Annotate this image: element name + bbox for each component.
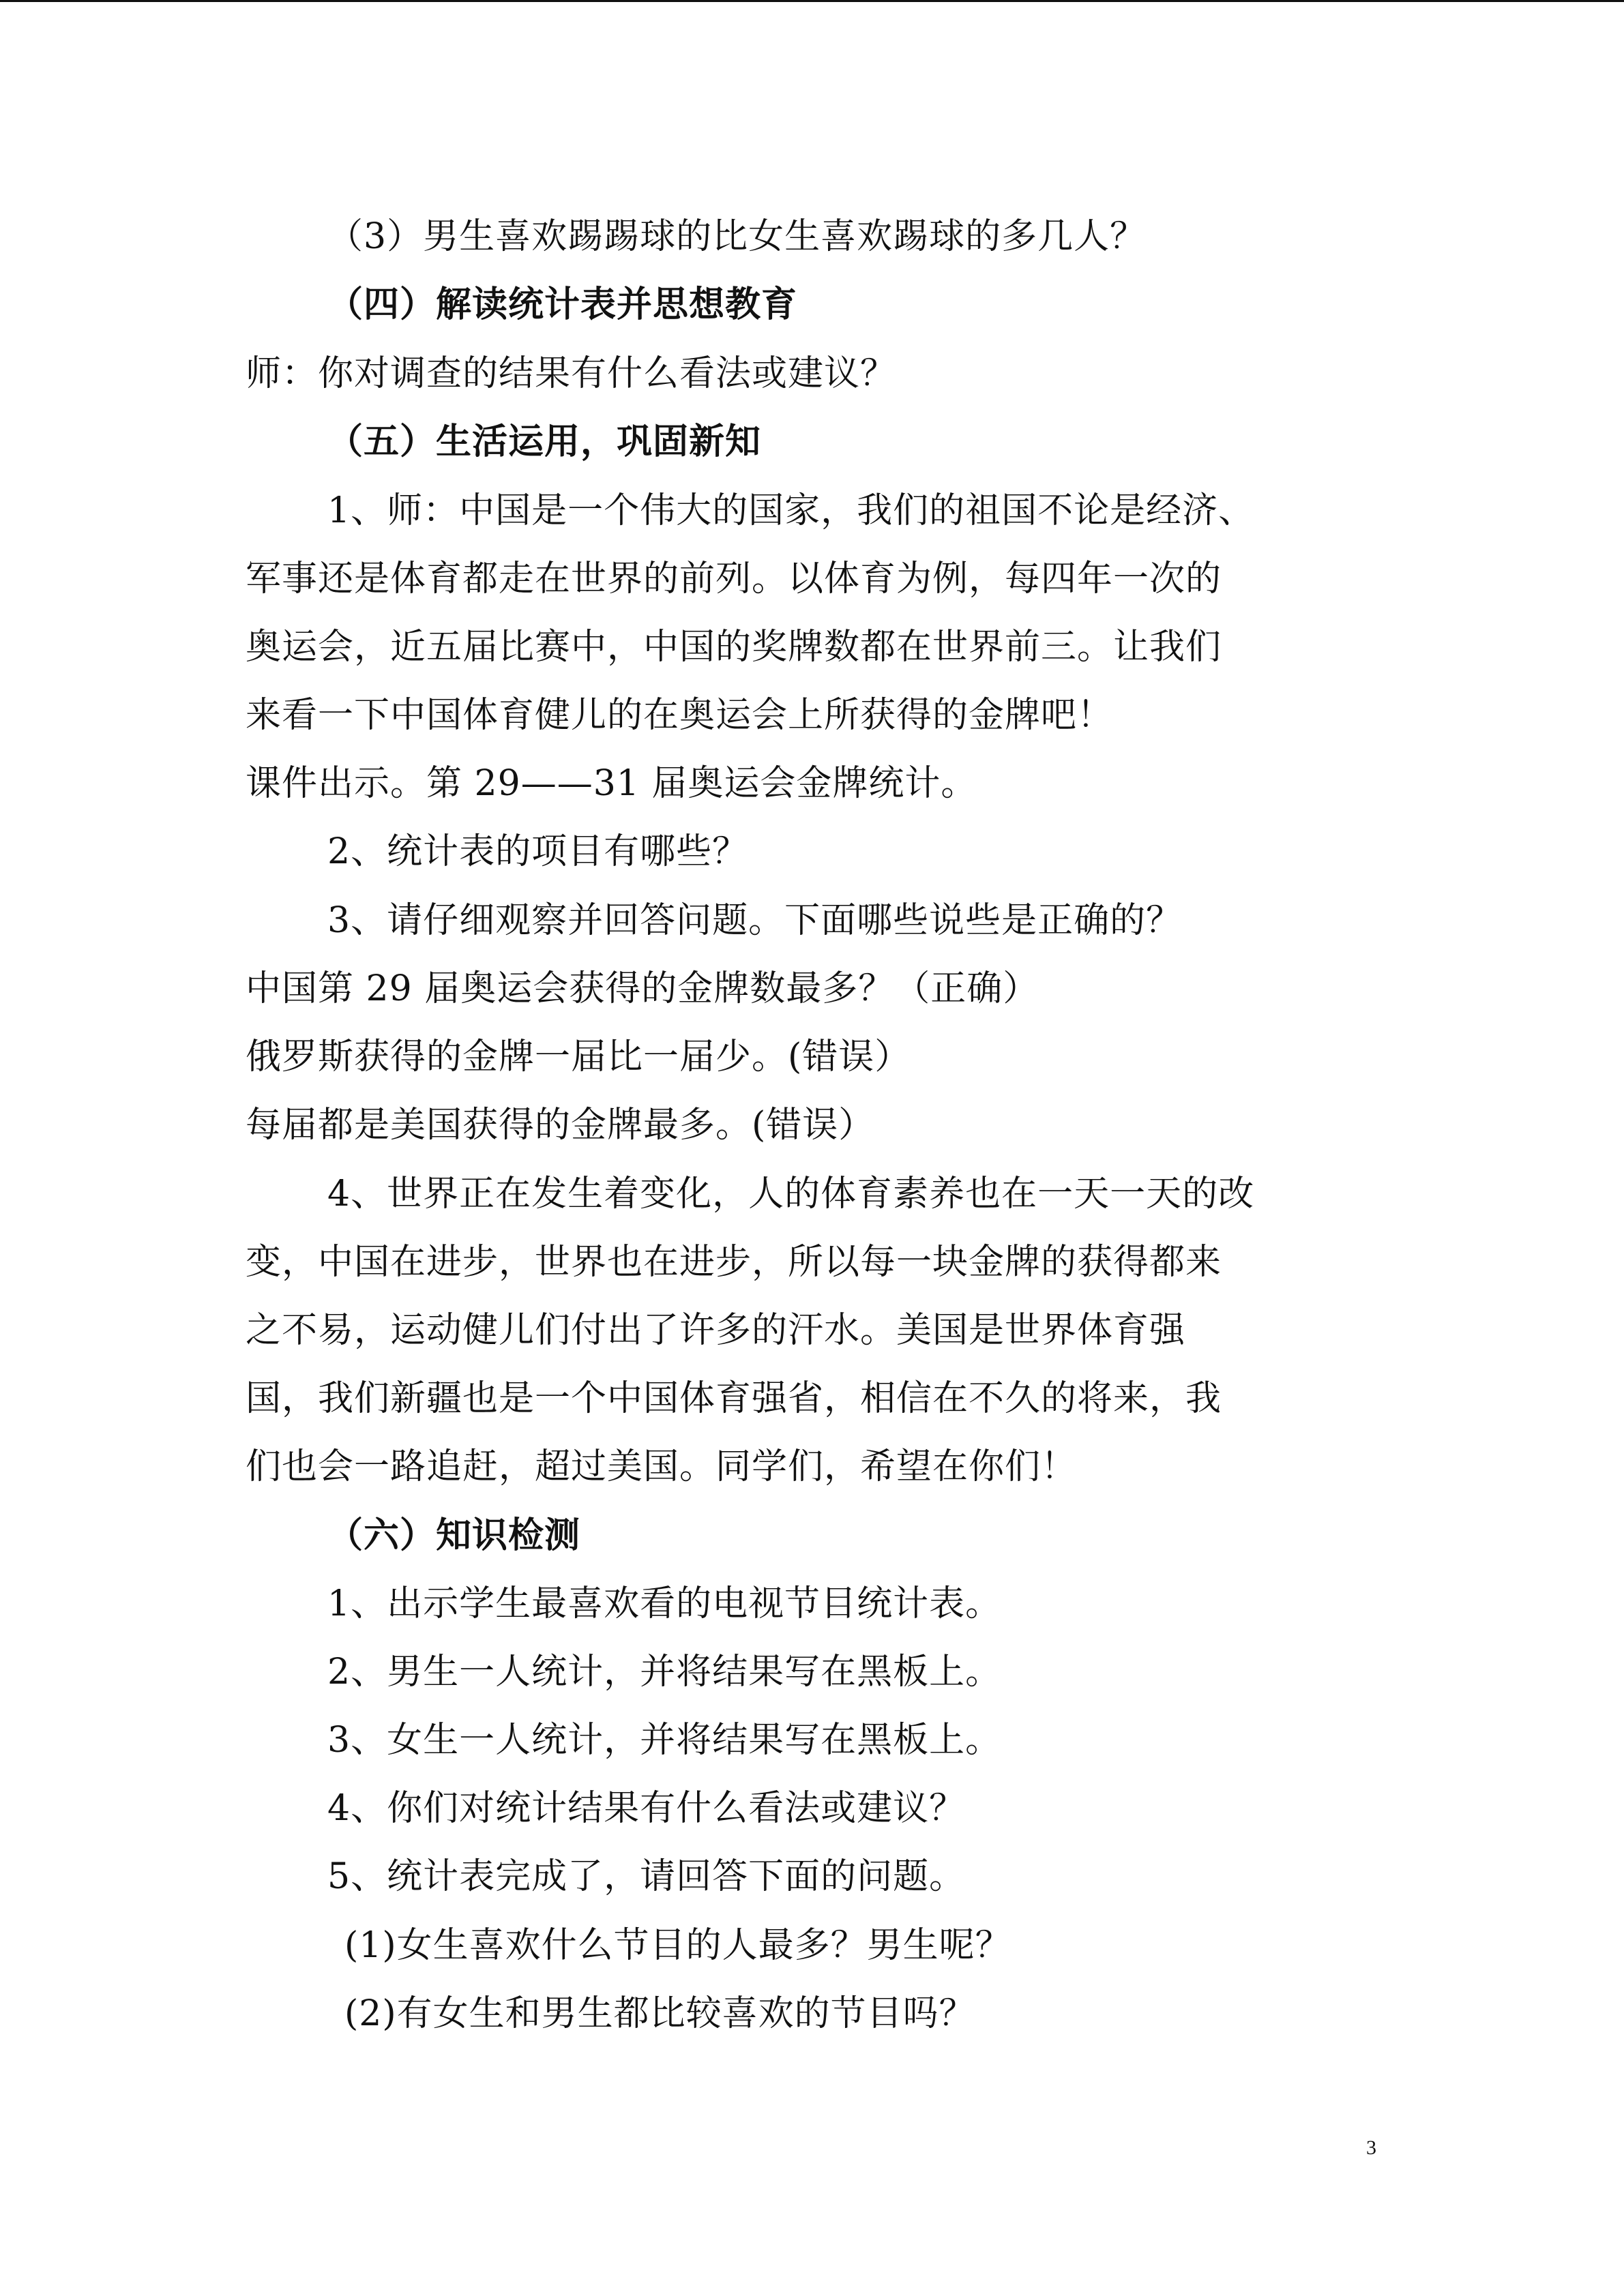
check-item-1: 1、出示学生最喜欢看的电视节目统计表。 <box>327 1583 1002 1624</box>
item-3: 3、请仔细观察并回答问题。下面哪些说些是正确的？ <box>327 900 1183 941</box>
item-2: 2、统计表的项目有哪些？ <box>327 831 749 872</box>
sub-question-1: (1)女生喜欢什么节目的人最多？男生呢？ <box>344 1925 1012 1966</box>
question-3: （3）男生喜欢踢踢球的比女生喜欢踢球的多几人？ <box>327 216 1147 257</box>
paragraph-4-line-3: 之不易，运动健儿们付出了许多的汗水。美国是世界体育强 <box>246 1310 1186 1351</box>
check-item-3: 3、女生一人统计，并将结果写在黑板上。 <box>327 1720 1002 1761</box>
paragraph-4-line-1: 4、世界正在发生着变化，人的体育素养也在一天一天的改 <box>327 1174 1255 1214</box>
paragraph-4-line-5: 们也会一路追赶，超过美国。同学们，希望在你们！ <box>246 1446 1078 1487</box>
section-heading-5: （五）生活运用，巩固新知 <box>327 421 762 462</box>
statement-2: 俄罗斯获得的金牌一届比一届少。(错误） <box>246 1037 911 1077</box>
check-item-2: 2、男生一人统计，并将结果写在黑板上。 <box>327 1652 1002 1693</box>
teacher-question: 师：你对调查的结果有什么看法或建议？ <box>246 353 897 394</box>
statement-1: 中国第 29 届奥运会获得的金牌数最多？（正确） <box>246 968 1039 1009</box>
paragraph-4-line-4: 国，我们新疆也是一个中国体育强省，相信在不久的将来，我 <box>246 1378 1222 1419</box>
statement-3: 每届都是美国获得的金牌最多。(错误） <box>246 1105 875 1146</box>
check-item-5: 5、统计表完成了，请回答下面的问题。 <box>327 1856 966 1897</box>
courseware-note: 课件出示。第 29——31 届奥运会金牌统计。 <box>246 763 977 804</box>
paragraph-1-line-1: 1、师：中国是一个伟大的国家，我们的祖国不论是经济、 <box>327 490 1255 531</box>
sub-question-2: (2)有女生和男生都比较喜欢的节目吗？ <box>344 1993 975 2034</box>
paragraph-1-line-4: 来看一下中国体育健儿的在奥运会上所获得的金牌吧！ <box>246 695 1114 736</box>
section-heading-4: （四）解读统计表并思想教育 <box>327 284 798 325</box>
paragraph-1-line-3: 奥运会，近五届比赛中，中国的奖牌数都在世界前三。让我们 <box>246 627 1222 668</box>
page-number: 3 <box>1366 2136 1376 2159</box>
paragraph-4-line-2: 变，中国在进步，世界也在进步，所以每一块金牌的获得都来 <box>246 1242 1222 1283</box>
check-item-4: 4、你们对统计结果有什么看法或建议？ <box>327 1788 966 1829</box>
paragraph-1-line-2: 军事还是体育都走在世界的前列。以体育为例，每四年一次的 <box>246 558 1222 599</box>
section-heading-6: （六）知识检测 <box>327 1515 581 1556</box>
